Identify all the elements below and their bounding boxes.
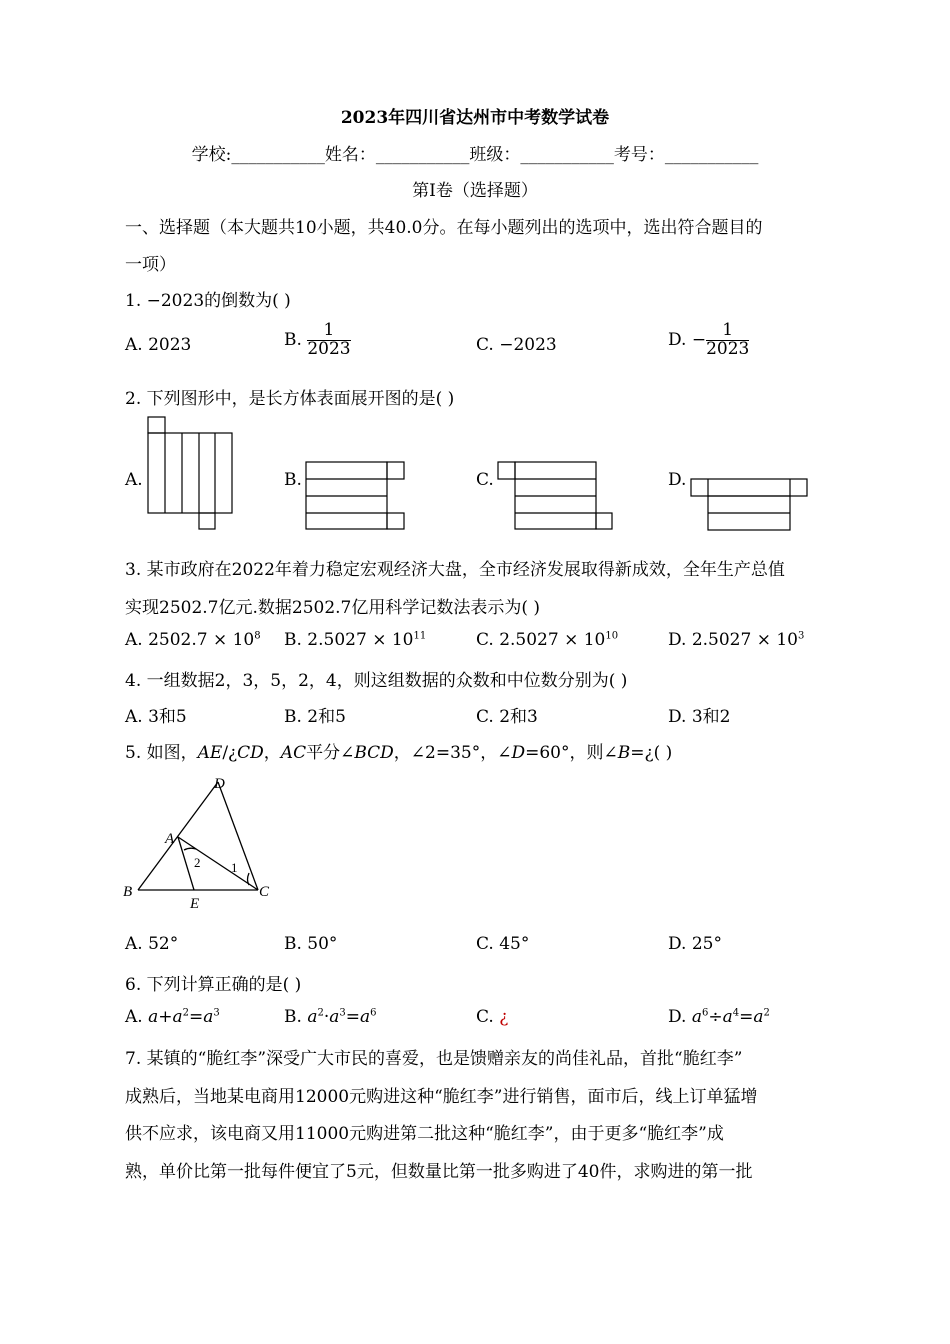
fig-angle-1: 1 xyxy=(231,860,238,875)
q7-stem-line1: 7. 某镇的“脆红李”深受广大市民的喜爱，也是馈赠亲友的尚佳礼品，首批“脆红李” xyxy=(125,1049,743,1069)
part1-heading: 一、选择题（本大题共10小题，共40.0分。在每小题列出的选项中，选出符合题目的 xyxy=(125,218,763,238)
q5-stem-end: =¿( ) xyxy=(630,743,673,763)
fig-label-a: A xyxy=(165,831,175,847)
q5-option-c: C. 45° xyxy=(476,934,530,954)
q5-parallel-symbol: /¿ xyxy=(222,743,238,763)
q3-b-base: B. 2.5027 × 10 xyxy=(284,630,414,650)
q3-option-a xyxy=(125,630,261,650)
student-info-line: 学校:___________姓名：___________班级：___________考号：___________ xyxy=(191,145,759,165)
net-diagram-c xyxy=(495,458,615,534)
q1-option-a: A. 2023 xyxy=(125,335,192,355)
q2-option-b: B. xyxy=(284,470,302,490)
q3-d-exponent: 3 xyxy=(798,630,805,642)
q3-stem: 3. 某市政府在2022年着力稳定宏观经济大盘，全市经济发展取得新成效，全年生产总值 xyxy=(125,560,785,580)
q4-option-b: B. 2和5 xyxy=(284,707,346,727)
q6-c-label: C. xyxy=(476,1007,500,1027)
q6-b-label: B. xyxy=(284,1007,308,1027)
q6-a-label: A. xyxy=(125,1007,149,1027)
q5-angle-b: B xyxy=(617,743,631,763)
q1-option-b-fraction xyxy=(307,322,350,359)
q7-stem-line2: 成熟后，当地某电商用12000元购进这种“脆红李”进行销售，面市后，线上订单猛增 xyxy=(125,1087,758,1107)
q6-stem: 6. 下列计算正确的是( ) xyxy=(125,975,302,995)
q1-option-d xyxy=(668,322,749,359)
q2-option-d: D. xyxy=(668,470,687,490)
q3-d-base: D. 2.5027 × 10 xyxy=(668,630,798,650)
q1-b-numerator: 1 xyxy=(307,322,350,341)
q3-c-exponent: 10 xyxy=(605,630,619,642)
net-diagram-d xyxy=(688,475,810,535)
q1-option-d-fraction xyxy=(706,322,749,359)
q5-angle-d-given: =60°，则∠ xyxy=(525,743,618,763)
q7-stem-line3: 供不应求，该电商又用11000元购进第二批这种“脆红李”，由于更多“脆红李”成 xyxy=(125,1124,724,1144)
fig-label-b: B xyxy=(123,884,133,900)
q3-c-base: C. 2.5027 × 10 xyxy=(476,630,606,650)
q6-option-a: A. $a+a^2=a^3$ xyxy=(125,1007,220,1027)
q4-option-d: D. 3和2 xyxy=(668,707,731,727)
q6-option-b: B. $a^2\cdot a^3=a^6$ xyxy=(284,1007,377,1027)
q2-option-a: A. xyxy=(125,470,143,490)
q5-stem-pre: 5. 如图， xyxy=(125,743,198,763)
q3-option-d xyxy=(668,630,804,650)
net-diagram-a xyxy=(145,414,235,532)
q2-option-c: C. xyxy=(476,470,494,490)
q1-option-c: C. −2023 xyxy=(476,335,557,355)
fig-label-c: C xyxy=(259,884,270,900)
q5-angle-d: D xyxy=(511,743,526,763)
q4-option-c: C. 2和3 xyxy=(476,707,538,727)
q1-d-denominator: 2023 xyxy=(706,338,750,359)
q5-bisects: 平分∠ xyxy=(306,743,355,763)
part1-heading-cont: 一项） xyxy=(125,255,176,275)
q1-option-b xyxy=(284,322,351,359)
fig-label-e: E xyxy=(190,896,200,912)
page-title: 2023年四川省达州市中考数学试卷 xyxy=(340,108,610,128)
q5-stem xyxy=(125,738,672,763)
net-diagram-b xyxy=(303,458,407,534)
q6-option-c xyxy=(476,1007,508,1027)
section-title: 第Ⅰ卷（选择题） xyxy=(412,181,538,201)
q6-option-d: D. $a^6\div a^4=a^2$ xyxy=(668,1007,770,1027)
q7-stem-line4: 熟，单价比第一批每件便宜了5元，但数量比第一批多购进了40件，求购进的第一批 xyxy=(125,1162,753,1182)
q3-a-exponent: 8 xyxy=(254,630,261,642)
q5-comma: ， xyxy=(263,743,281,763)
q1-option-b-label: B. xyxy=(284,329,308,350)
q4-stem: 4. 一组数据2，3，5，2，4，则这组数据的众数和中位数分别为( ) xyxy=(125,671,628,691)
q6-c-text: ¿ xyxy=(499,1007,509,1027)
q4-option-a: A. 3和5 xyxy=(125,707,187,727)
fig-angle-2: 2 xyxy=(194,855,201,870)
q6-d-label: D. xyxy=(668,1007,692,1027)
q1-b-denominator: 2023 xyxy=(307,338,351,359)
q1-option-d-label: D. − xyxy=(668,329,707,350)
q5-segment-ae: AE xyxy=(197,743,223,763)
fig-label-d: D xyxy=(214,776,225,792)
q5-angle-bcd: BCD xyxy=(354,743,394,763)
q5-triangle-figure xyxy=(118,770,278,915)
q3-option-b xyxy=(284,630,426,650)
q3-b-exponent: 11 xyxy=(413,630,427,642)
q5-segment-ac: AC xyxy=(280,743,307,763)
q5-option-b: B. 50° xyxy=(284,934,338,954)
q3-option-c xyxy=(476,630,618,650)
q1-d-numerator: 1 xyxy=(706,322,749,341)
q5-option-d: D. 25° xyxy=(668,934,722,954)
q3-a-base: A. 2502.7 × 10 xyxy=(125,630,255,650)
q2-stem: 2. 下列图形中，是长方体表面展开图的是( ) xyxy=(125,389,455,409)
q1-stem: 1. −2023的倒数为( ) xyxy=(125,291,291,311)
q5-option-a: A. 52° xyxy=(125,934,179,954)
q3-stem-cont: 实现2502.7亿元.数据2502.7亿用科学记数法表示为( ) xyxy=(125,598,541,618)
q5-segment-cd: CD xyxy=(237,743,264,763)
q5-angle2-given: ，∠2=35°，∠ xyxy=(393,743,512,763)
